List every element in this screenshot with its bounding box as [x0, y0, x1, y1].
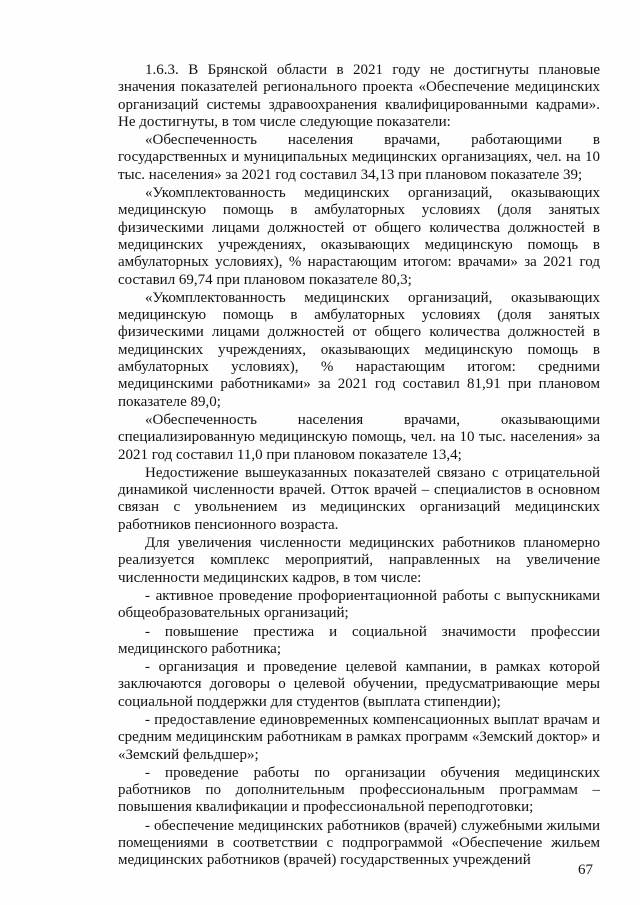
page-number: 67 — [578, 862, 593, 878]
paragraph-5: «Обеспеченность населения врачами, оказывающими специализированную медицинскую помощь, чел. на 10 тыс. населения» за 2021 год составил 11,0 при плановом показателе 13,4; — [118, 411, 600, 463]
list-item-4: - предоставление единовременных компенсационных выплат врачам и средним медицинским работникам в рамках программ «Земский доктор» и «Земский фельдшер»; — [118, 711, 600, 763]
list-item-6: - обеспечение медицинских работников (врачей) служебными жилыми помещениями в соответствии с подпрограммой «Обеспечение жильем медицинских работников (врачей) государственных учреждений — [118, 817, 600, 869]
list-item-1: - активное проведение профориентационной работы с выпускниками общеобразовательных организаций; — [118, 587, 600, 622]
paragraph-2: «Обеспеченность населения врачами, работающими в государственных и муниципальных медицинских организациях, чел. на 10 тыс. населения» за 2021 год составил 34,13 при плановом показателе 39; — [118, 132, 600, 183]
paragraph-4: «Укомплектованность медицинских организаций, оказывающих медицинскую помощь в амбулаторных условиях (доля занятых физическими лицами должностей от общего количества должностей в медицинских учреждениях, оказывающих медицинскую помощь в амбулаторных условиях), % нарастающим итогом: средними медицинскими работниками» за 2021 год составил 81,91 при плановом показателе 89,0; — [118, 289, 600, 410]
paragraph-6: Недостижение вышеуказанных показателей связано с отрицательной динамикой численности врачей. Отток врачей – специалистов в основном связан с увольнением из медицинских организаций медицинских работников пенсионного возраста. — [118, 464, 600, 533]
paragraph-7: Для увеличения численности медицинских работников планомерно реализуется комплекс мероприятий, направленных на увеличение численности медицинских кадров, в том числе: — [118, 535, 600, 586]
list-item-3: - организация и проведение целевой кампании, в рамках которой заключаются договоры о целевой обучении, предусматривающие меры социальной поддержки для студентов (выплата стипендии); — [118, 659, 600, 710]
paragraph-1: 1.6.3. В Брянской области в 2021 году не достигнуты плановые значения показателей регионального проекта «Обеспечение медицинских организаций системы здравоохранения квалифицированными кадрами». Не достигнуты, в том числе следующие показатели: — [118, 62, 600, 130]
paragraph-3: «Укомплектованность медицинских организаций, оказывающих медицинскую помощь в амбулаторных условиях (доля занятых физическими лицами должностей от общего количества должностей в медицинских учреждениях, оказывающих медицинскую помощь в амбулаторных условиях), % нарастающим итогом: врачами» за 2021 год составил 69,74 при плановом показателе 80,3; — [118, 185, 600, 288]
document-body — [118, 62, 600, 871]
list-item-2: - повышение престижа и социальной значимости профессии медицинского работника; — [118, 623, 600, 657]
list-item-5: - проведение работы по организации обучения медицинских работников по дополнительным профессиональным программам – повышения квалификации и профессиональной переподготовки; — [118, 764, 600, 816]
